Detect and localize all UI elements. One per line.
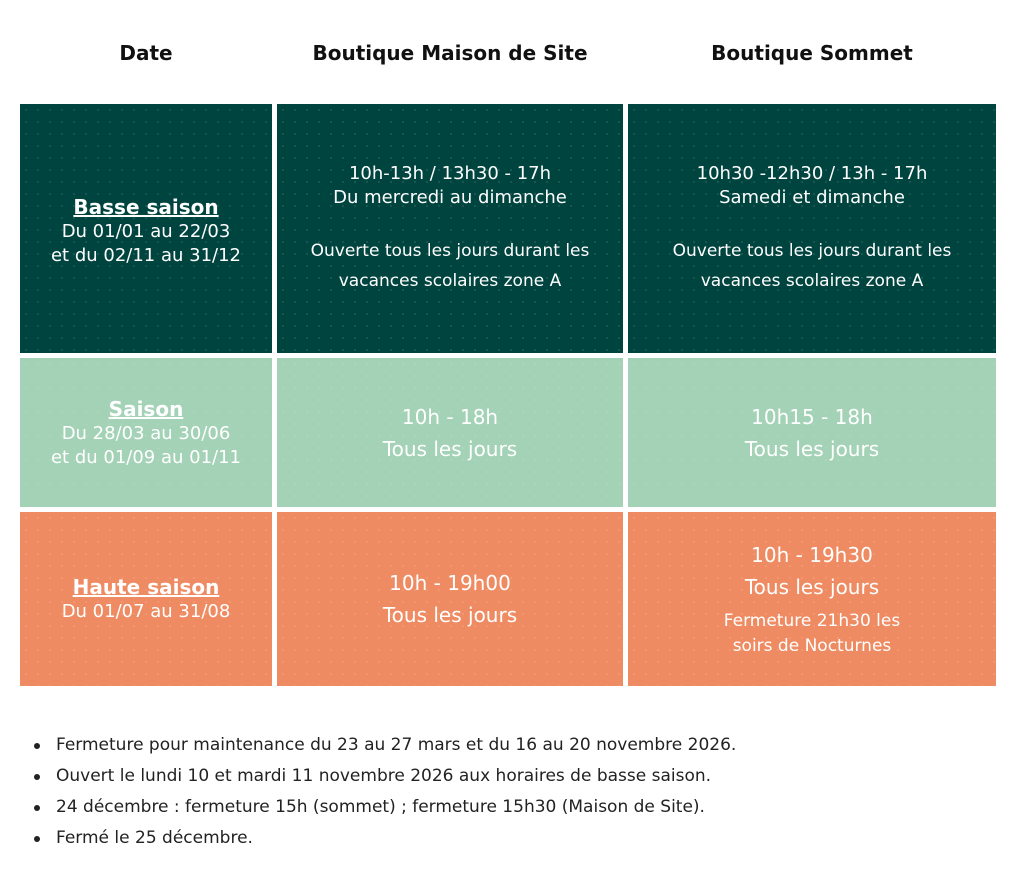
opening-hours: 10h15 - 18h (751, 404, 873, 429)
high-season-sommet-cell (628, 512, 996, 686)
notes-list (30, 730, 736, 854)
opening-days: Tous les jours (744, 436, 880, 461)
holiday-note: Ouverte tous les jours durant les (672, 240, 952, 261)
low-season-maison-cell (277, 104, 623, 353)
opening-days: Tous les jours (382, 603, 518, 627)
season-period: Du 01/07 au 31/08 (61, 601, 231, 622)
opening-days: Du mercredi au dimanche (333, 186, 567, 208)
season-date-cell (20, 358, 272, 507)
note-item: 24 décembre : fermeture 15h (sommet) ; fermeture 15h30 (Maison de Site). (30, 792, 736, 823)
low-season-date-cell (20, 104, 272, 353)
holiday-note: vacances scolaires zone A (338, 270, 562, 291)
high-season-maison-cell (277, 512, 623, 686)
header-sommet: Boutique Sommet (711, 41, 913, 65)
holiday-note: vacances scolaires zone A (700, 270, 924, 291)
season-period: Du 01/01 au 22/03 (61, 220, 231, 242)
low-season-sommet-cell (628, 104, 996, 353)
season-name: Basse saison (73, 194, 219, 219)
season-period: et du 02/11 au 31/12 (50, 244, 242, 266)
note-item: Fermé le 25 décembre. (30, 823, 736, 854)
opening-hours: 10h - 18h (401, 404, 499, 429)
opening-hours: 10h - 19h30 (751, 543, 873, 567)
header-maison-de-site: Boutique Maison de Site (312, 41, 588, 65)
season-sommet-cell (628, 358, 996, 507)
opening-days: Tous les jours (382, 436, 518, 461)
opening-hours: 10h-13h / 13h30 - 17h (348, 162, 552, 184)
opening-hours: 10h30 -12h30 / 13h - 17h (696, 162, 928, 184)
note-item: Ouvert le lundi 10 et mardi 11 novembre 2026 aux horaires de basse saison. (30, 761, 736, 792)
season-maison-cell (277, 358, 623, 507)
opening-days: Tous les jours (744, 575, 880, 599)
season-period: et du 01/09 au 01/11 (50, 446, 242, 468)
nocturne-note: soirs de Nocturnes (732, 636, 892, 656)
holiday-note: Ouverte tous les jours durant les (310, 240, 590, 261)
high-season-date-cell (20, 512, 272, 686)
note-item: Fermeture pour maintenance du 23 au 27 mars et du 16 au 20 novembre 2026. (30, 730, 736, 761)
nocturne-note: Fermeture 21h30 les (723, 611, 901, 631)
season-name: Haute saison (72, 575, 220, 599)
header-date: Date (119, 41, 173, 65)
season-period: Du 28/03 au 30/06 (61, 422, 231, 444)
opening-hours: 10h - 19h00 (389, 571, 511, 595)
season-name: Saison (108, 396, 184, 421)
opening-days: Samedi et dimanche (719, 186, 905, 208)
